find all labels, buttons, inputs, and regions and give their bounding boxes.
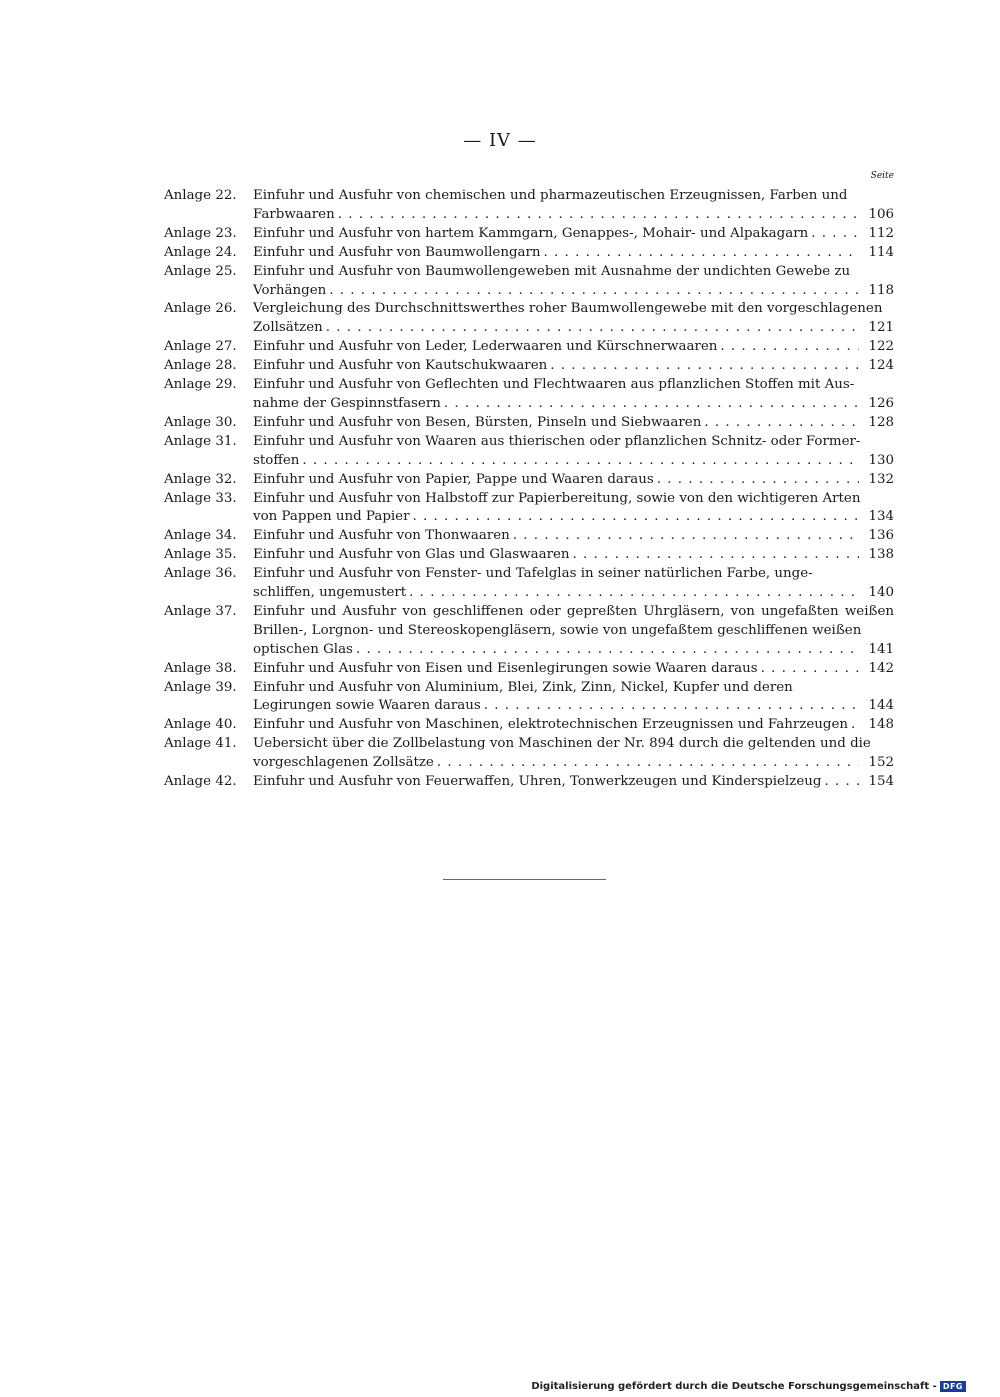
entry-text: Einfuhr und Ausfuhr von Geflechten und Flechtwaaren aus pflanzlichen Stoffen mit Aus- <box>253 377 855 393</box>
entry-page-number: 132 <box>868 471 894 487</box>
dot-leader <box>550 357 859 376</box>
entry-page-number: 141 <box>868 641 894 657</box>
dot-leader <box>437 754 859 773</box>
entry-label: Anlage 28. <box>164 358 237 374</box>
entry-label: Anlage 41. <box>164 736 237 752</box>
toc-entry <box>164 225 894 244</box>
entry-page-number: 138 <box>868 547 894 563</box>
dot-leader <box>444 395 859 414</box>
entry-label: Anlage 32. <box>164 471 237 487</box>
toc-entry <box>164 338 894 357</box>
toc-entry <box>164 716 894 735</box>
entry-page-number: 142 <box>868 660 894 676</box>
entry-label: Anlage 33. <box>164 490 237 506</box>
page-column-label: Seite <box>870 171 894 181</box>
entry-page-number: 118 <box>868 282 894 298</box>
entry-page-number: 136 <box>868 528 894 544</box>
toc-entry <box>164 527 894 546</box>
dot-leader <box>720 338 859 357</box>
entry-label: Anlage 35. <box>164 547 237 563</box>
toc-entry <box>164 244 894 263</box>
entry-text: Einfuhr und Ausfuhr von Baumwollengeweben mit Ausnahme der undichten Gewebe zu <box>253 263 851 279</box>
entry-text: Einfuhr und Ausfuhr von Waaren aus thierischen oder pflanzlichen Schnitz- oder Former- <box>253 433 861 449</box>
entry-title-end: vorgeschlagenen Zollsätze <box>253 755 434 771</box>
entry-title-end: Einfuhr und Ausfuhr von Feuerwaffen, Uhren, Tonwerkzeugen und Kinderspielzeug <box>253 774 822 790</box>
entry-label: Anlage 36. <box>164 566 237 582</box>
toc-entry <box>164 490 894 528</box>
entry-page-number: 122 <box>868 339 894 355</box>
toc-entry <box>164 660 894 679</box>
entry-title-end: Einfuhr und Ausfuhr von Kautschukwaaren <box>253 358 548 374</box>
entry-label: Anlage 23. <box>164 225 237 241</box>
entry-text: Einfuhr und Ausfuhr von Aluminium, Blei, Zink, Zinn, Nickel, Kupfer und deren <box>253 679 793 695</box>
entry-page-number: 148 <box>868 717 894 733</box>
entry-page-number: 121 <box>868 320 894 336</box>
entry-text: Einfuhr und Ausfuhr von chemischen und pharmazeutischen Erzeugnissen, Farben und <box>253 188 848 203</box>
entry-title-end: Einfuhr und Ausfuhr von Leder, Lederwaaren und Kürschnerwaaren <box>253 339 718 355</box>
entry-text: Einfuhr und Ausfuhr von geschliffenen oder gepreßten Uhrgläsern, von ungefaßten weißen Brillen-, Lorgnon- und Stereoskopengläsern, sowie von ungefaßtem geschliffenen weißen <box>253 603 894 638</box>
entry-label: Anlage 22. <box>164 188 237 203</box>
entry-page-number: 140 <box>868 585 894 601</box>
entry-title-end: Farbwaaren <box>253 206 335 222</box>
entry-title-end: Einfuhr und Ausfuhr von Maschinen, elektrotechnischen Erzeugnissen und Fahrzeugen <box>253 717 849 733</box>
toc-entry <box>164 300 894 338</box>
entry-page-number: 112 <box>868 225 894 241</box>
entry-page-number: 128 <box>868 414 894 430</box>
entry-page-number: 114 <box>868 244 894 260</box>
toc-entry <box>164 414 894 433</box>
entry-label: Anlage 27. <box>164 339 237 355</box>
entry-text: Uebersicht über die Zollbelastung von Maschinen der Nr. 894 durch die geltenden und die <box>253 736 871 752</box>
entry-title-end: schliffen, ungemustert <box>253 585 407 601</box>
entry-label: Anlage 39. <box>164 679 237 695</box>
dot-leader <box>761 660 859 679</box>
footer <box>531 1381 966 1392</box>
entry-label: Anlage 34. <box>164 528 237 544</box>
entry-title-end: Einfuhr und Ausfuhr von Eisen und Eisenlegirungen sowie Waaren daraus <box>253 660 758 676</box>
entry-page-number: 134 <box>868 509 894 525</box>
toc-entry <box>164 376 894 414</box>
entry-label: Anlage 30. <box>164 414 237 430</box>
toc-entry <box>164 263 894 301</box>
entry-text: Vergleichung des Durchschnittswerthes roher Baumwollengewebe mit den vorgeschlagenen <box>253 301 883 317</box>
entry-title-end: Vorhängen <box>253 282 327 298</box>
dot-leader <box>302 452 859 471</box>
entry-title-end: Einfuhr und Ausfuhr von Baumwollengarn <box>253 244 541 260</box>
dot-leader <box>811 225 859 244</box>
entry-label: Anlage 37. <box>164 603 237 619</box>
entry-label: Anlage 38. <box>164 660 237 676</box>
entry-title-end: Einfuhr und Ausfuhr von hartem Kammgarn, Genappes-, Mohair- und Alpakagarn <box>253 225 809 241</box>
table-of-contents <box>164 187 894 792</box>
toc-entry <box>164 565 894 603</box>
toc-entry <box>164 433 894 471</box>
entry-page-number: 126 <box>868 395 894 411</box>
entry-page-number: 124 <box>868 358 894 374</box>
entry-title-end: Einfuhr und Ausfuhr von Besen, Bürsten, Pinseln und Siebwaaren <box>253 414 702 430</box>
dot-leader <box>413 508 860 527</box>
dfg-logo-icon: DFG <box>940 1381 966 1392</box>
toc-entry <box>164 603 894 660</box>
footer-text: Digitalisierung gefördert durch die Deutsche Forschungsgemeinschaft - <box>531 1381 937 1392</box>
entry-page-number: 130 <box>868 452 894 468</box>
dot-leader <box>338 206 859 225</box>
dot-leader <box>409 584 859 603</box>
dot-leader <box>704 414 859 433</box>
dot-leader <box>824 773 859 792</box>
toc-entry <box>164 546 894 565</box>
dot-leader <box>573 546 859 565</box>
dot-leader <box>329 282 859 301</box>
entry-page-number: 152 <box>868 755 894 771</box>
entry-page-number: 154 <box>868 774 894 790</box>
entry-label: Anlage 42. <box>164 774 237 790</box>
dot-leader <box>484 697 859 716</box>
entry-title-end: Einfuhr und Ausfuhr von Glas und Glaswaaren <box>253 547 570 563</box>
entry-text: Einfuhr und Ausfuhr von Fenster- und Tafelglas in seiner natürlichen Farbe, unge- <box>253 566 813 582</box>
entry-text: Einfuhr und Ausfuhr von Halbstoff zur Papierbereitung, sowie von den wichtigeren Arten <box>253 490 861 506</box>
entry-title-end: nahme der Gespinnstfasern <box>253 395 441 411</box>
page-number: — IV — <box>463 130 537 151</box>
entry-label: Anlage 31. <box>164 433 237 449</box>
entry-page-number: 144 <box>868 698 894 714</box>
entry-label: Anlage 29. <box>164 377 237 393</box>
entry-label: Anlage 40. <box>164 717 237 733</box>
toc-entry <box>164 471 894 490</box>
dot-leader <box>544 244 859 263</box>
dot-leader <box>657 471 859 490</box>
dot-leader <box>326 319 859 338</box>
entry-title-end: Einfuhr und Ausfuhr von Thonwaaren <box>253 528 510 544</box>
entry-page-number: 106 <box>868 206 894 222</box>
dot-leader <box>851 716 859 735</box>
entry-label: Anlage 25. <box>164 263 237 279</box>
toc-entry <box>164 187 894 225</box>
toc-entry <box>164 735 894 773</box>
entry-title-end: Zollsätzen <box>253 320 323 336</box>
toc-entry <box>164 679 894 717</box>
section-divider <box>443 879 606 880</box>
dot-leader <box>356 641 859 660</box>
entry-title-end: optischen Glas <box>253 641 353 657</box>
toc-entry <box>164 773 894 792</box>
entry-title-end: Einfuhr und Ausfuhr von Papier, Pappe und Waaren daraus <box>253 471 654 487</box>
entry-label: Anlage 26. <box>164 301 237 317</box>
entry-label: Anlage 24. <box>164 244 237 260</box>
entry-title-end: von Pappen und Papier <box>253 509 410 525</box>
toc-entry <box>164 357 894 376</box>
entry-title-end: Legirungen sowie Waaren daraus <box>253 698 481 714</box>
entry-title-end: stoffen <box>253 452 300 468</box>
dot-leader <box>513 527 859 546</box>
